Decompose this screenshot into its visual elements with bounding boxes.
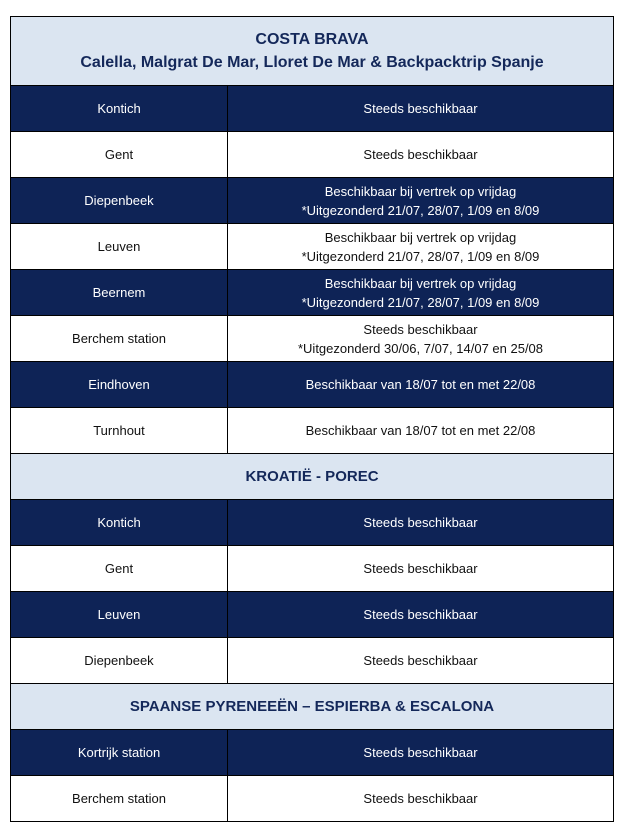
table-row [11, 224, 613, 270]
table-row [11, 638, 613, 684]
location-cell: Gent [11, 546, 228, 591]
table-row [11, 500, 613, 546]
availability-cell [228, 178, 613, 223]
table-row [11, 86, 613, 132]
availability-cell [228, 132, 613, 177]
location-cell: Kontich [11, 86, 228, 131]
availability-line: Steeds beschikbaar [363, 147, 478, 162]
availability-cell [228, 638, 613, 683]
availability-line: Beschikbaar bij vertrek op vrijdag [324, 183, 517, 199]
section-header-pyreneeen [11, 684, 613, 730]
availability-exception: *Uitgezonderd 21/07, 28/07, 1/09 en 8/09 [301, 294, 540, 310]
availability-cell [228, 316, 613, 361]
availability-cell [228, 224, 613, 269]
availability-line: Steeds beschikbaar [363, 653, 478, 668]
availability-exception: *Uitgezonderd 21/07, 28/07, 1/09 en 8/09 [301, 202, 540, 218]
section-title: COSTA BRAVA [255, 31, 369, 48]
availability-line: Beschikbaar bij vertrek op vrijdag [324, 275, 517, 291]
table-row [11, 178, 613, 224]
table-row [11, 270, 613, 316]
availability-cell [228, 730, 613, 775]
availability-line: Steeds beschikbaar [363, 791, 478, 806]
location-cell: Kortrijk station [11, 730, 228, 775]
table-row [11, 592, 613, 638]
availability-cell [228, 592, 613, 637]
section-title: SPAANSE PYRENEEËN – ESPIERBA & ESCALONA [129, 698, 495, 715]
location-cell: Berchem station [11, 776, 228, 821]
availability-cell [228, 546, 613, 591]
table-row [11, 132, 613, 178]
availability-line: Beschikbaar bij vertrek op vrijdag [324, 229, 517, 245]
table-row [11, 408, 613, 454]
availability-cell [228, 270, 613, 315]
availability-line: Beschikbaar van 18/07 tot en met 22/08 [305, 377, 536, 392]
availability-exception: *Uitgezonderd 21/07, 28/07, 1/09 en 8/09 [301, 248, 540, 264]
table-row [11, 776, 613, 822]
section-header-kroatie [11, 454, 613, 500]
section-subtitle: Calella, Malgrat De Mar, Lloret De Mar & Backpacktrip Spanje [80, 54, 544, 71]
location-cell: Diepenbeek [11, 638, 228, 683]
availability-line: Steeds beschikbaar [363, 607, 478, 622]
location-cell: Gent [11, 132, 228, 177]
location-cell: Berchem station [11, 316, 228, 361]
location-cell: Diepenbeek [11, 178, 228, 223]
availability-cell [228, 408, 613, 453]
location-cell: Beernem [11, 270, 228, 315]
location-cell: Eindhoven [11, 362, 228, 407]
availability-cell [228, 86, 613, 131]
section-header-costa-brava [11, 17, 613, 86]
table-row [11, 730, 613, 776]
availability-line: Steeds beschikbaar [363, 745, 478, 760]
location-cell: Kontich [11, 500, 228, 545]
availability-cell [228, 500, 613, 545]
section-title: KROATIË - POREC [245, 468, 379, 485]
availability-cell [228, 776, 613, 821]
availability-exception: *Uitgezonderd 30/06, 7/07, 14/07 en 25/08 [297, 340, 544, 356]
availability-line: Steeds beschikbaar [363, 321, 478, 337]
table-row [11, 316, 613, 362]
location-cell: Leuven [11, 592, 228, 637]
availability-line: Steeds beschikbaar [363, 515, 478, 530]
table-row [11, 362, 613, 408]
departure-table [10, 16, 614, 822]
availability-line: Steeds beschikbaar [363, 561, 478, 576]
table-row [11, 546, 613, 592]
location-cell: Turnhout [11, 408, 228, 453]
location-cell: Leuven [11, 224, 228, 269]
availability-line: Beschikbaar van 18/07 tot en met 22/08 [305, 423, 536, 438]
availability-line: Steeds beschikbaar [363, 101, 478, 116]
availability-cell [228, 362, 613, 407]
